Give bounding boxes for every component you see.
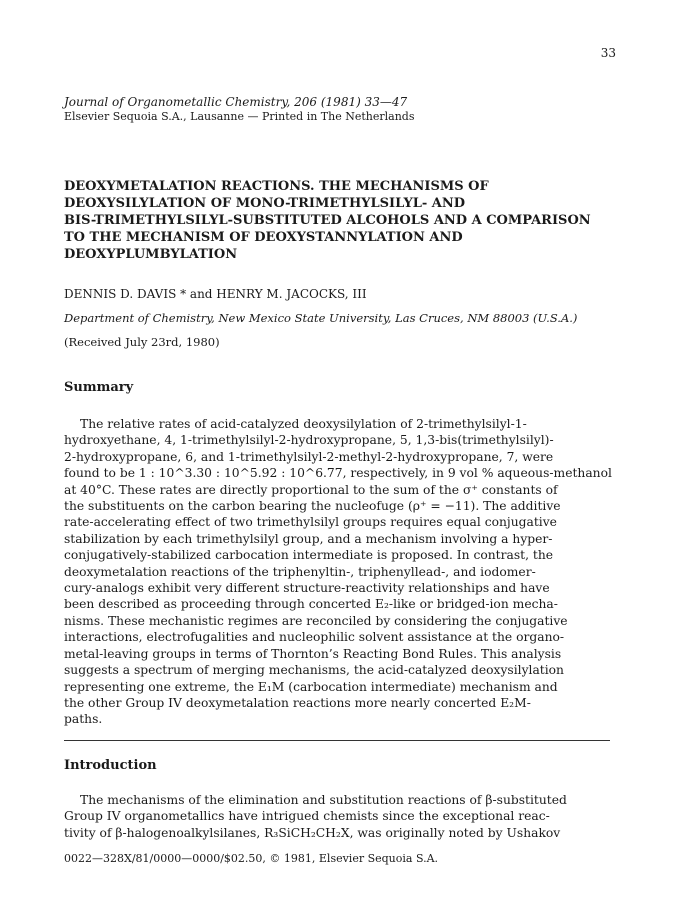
intro-line: tivity of β-halogenoalkylsilanes, R₃SiCH₂CH₂X, was originally noted by Ushakov: [64, 825, 561, 840]
section-divider: [64, 740, 610, 741]
abstract-line: 2-hydroxypropane, 6, and 1-trimethylsilyl-2-methyl-2-hydroxypropane, 7, were: [64, 449, 554, 464]
abstract-line: suggests a spectrum of merging mechanisms, the acid-catalyzed deoxysilylation: [64, 663, 564, 678]
received-date: (Received July 23rd, 1980): [64, 335, 220, 349]
summary-heading: Summary: [64, 380, 134, 395]
title-line: BIS-TRIMETHYLSILYL-SUBSTITUTED ALCOHOLS AND A COMPARISON: [64, 213, 591, 228]
introduction-heading: Introduction: [64, 758, 157, 773]
abstract-line: interactions, electrofugalities and nucleophilic solvent assistance at the organo-: [64, 630, 565, 645]
abstract-line: nisms. These mechanistic regimes are reconciled by considering the conjugative: [64, 613, 568, 628]
title-line: DEOXYMETALATION REACTIONS. THE MECHANISMS OF: [64, 179, 489, 194]
abstract-line: the substituents on the carbon bearing the nucleofuge (ρ⁺ = −11). The additive: [64, 499, 561, 514]
abstract-line: stabilization by each trimethylsilyl group, and a mechanism involving a hyper-: [64, 531, 553, 546]
title-line: TO THE MECHANISM OF DEOXYSTANNYLATION AND: [64, 230, 463, 245]
abstract-line: rate-accelerating effect of two trimethylsilyl groups requires equal conjugative: [64, 515, 557, 530]
authors: DENNIS D. DAVIS * and HENRY M. JACOCKS, III: [64, 287, 367, 301]
abstract-line: cury-analogs exhibit very different structure-reactivity relationships and have: [64, 581, 550, 596]
abstract-line: been described as proceeding through concerted E₂-like or bridged-ion mecha-: [64, 597, 558, 612]
journal-citation: Journal of Organometallic Chemistry, 206 (1981) 33—47: [64, 95, 408, 109]
abstract-line: representing one extreme, the E₁M (carbocation intermediate) mechanism and: [64, 679, 558, 694]
abstract-line: metal-leaving groups in terms of Thornton’s Reacting Bond Rules. This analysis: [64, 646, 562, 661]
article-title: [64, 178, 624, 263]
abstract-line: found to be 1 : 10^3.30 : 10^5.92 : 10^6.77, respectively, in 9 vol % aqueous-methanol: [64, 466, 612, 481]
abstract: [64, 416, 620, 728]
abstract-line: at 40°C. These rates are directly proportional to the sum of the σ⁺ constants of: [64, 482, 558, 497]
title-line: DEOXYPLUMBYLATION: [64, 247, 238, 262]
footer-copyright: 0022—328X/81/0000—0000/$02.50, © 1981, Elsevier Sequoia S.A.: [64, 852, 439, 865]
abstract-line: conjugatively-stabilized carbocation intermediate is proposed. In contrast, the: [64, 548, 554, 563]
title-line: DEOXYSILYLATION OF MONO-TRIMETHYLSILYL- AND: [64, 196, 466, 211]
abstract-line: hydroxyethane, 4, 1-trimethylsilyl-2-hydroxypropane, 5, 1,3-bis(trimethylsilyl)-: [64, 433, 554, 448]
page-number: 33: [600, 46, 616, 60]
introduction-text: [64, 792, 620, 841]
affiliation: Department of Chemistry, New Mexico State University, Las Cruces, NM 88003 (U.S.A.): [64, 311, 578, 325]
intro-line: The mechanisms of the elimination and substitution reactions of β-substituted: [80, 793, 567, 807]
publisher-line: Elsevier Sequoia S.A., Lausanne — Printed in The Netherlands: [64, 110, 415, 123]
abstract-line: the other Group IV deoxymetalation reactions more nearly concerted E₂M-: [64, 695, 531, 710]
abstract-line: deoxymetalation reactions of the triphenyltin-, triphenyllead-, and iodomer-: [64, 564, 536, 579]
abstract-line: paths.: [64, 712, 103, 727]
abstract-line: The relative rates of acid-catalyzed deoxysilylation of 2-trimethylsilyl-1-: [80, 417, 527, 431]
intro-line: Group IV organometallics have intrigued chemists since the exceptional reac-: [64, 809, 550, 824]
